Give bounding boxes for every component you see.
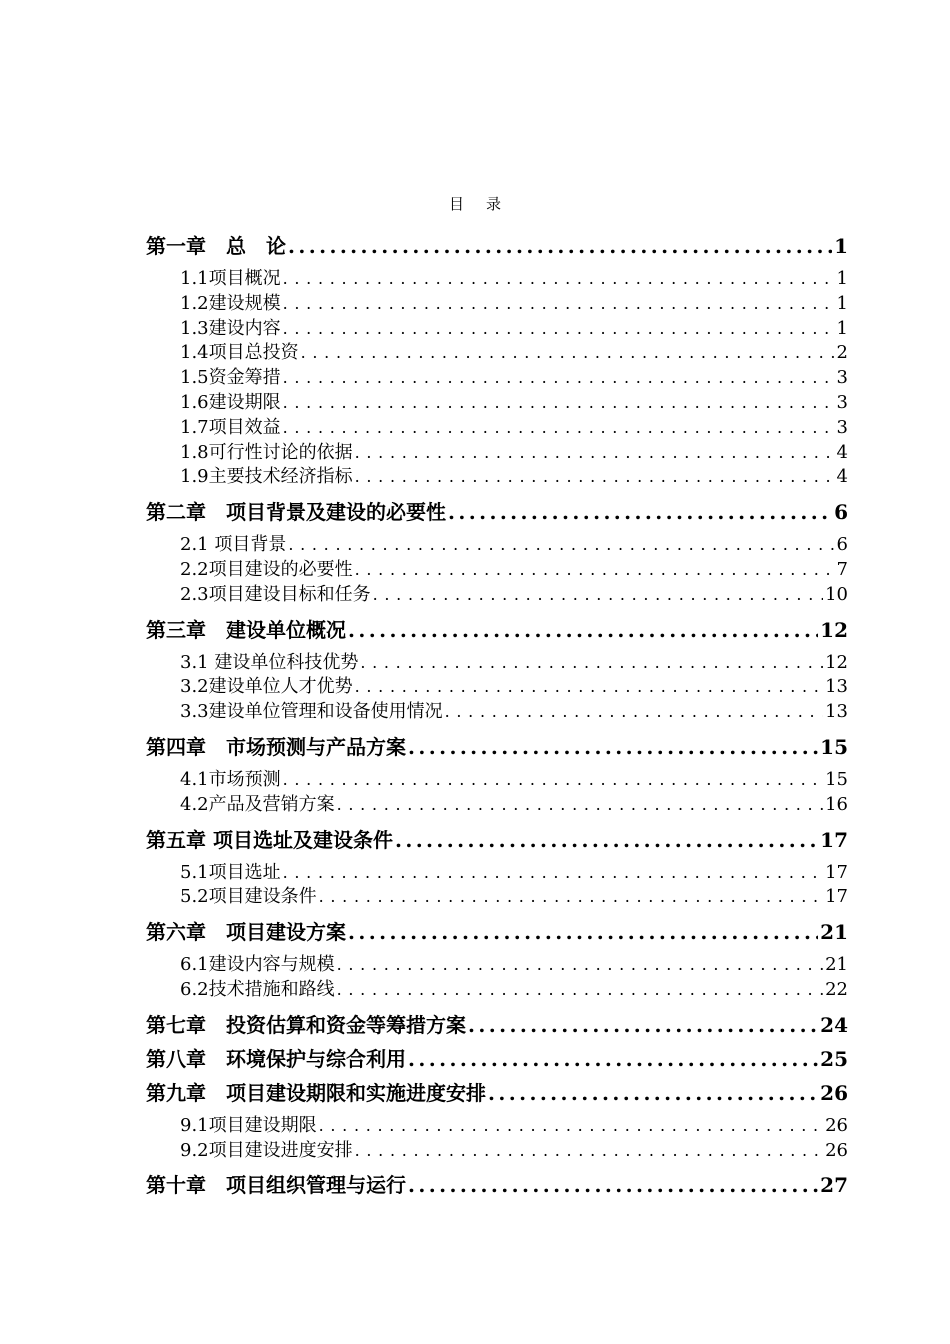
- toc-section-entry[interactable]: [146, 391, 848, 416]
- toc-section-entry[interactable]: [146, 416, 848, 441]
- toc-entry-label: 第七章 投资估算和资金等筹措方案: [146, 1012, 466, 1037]
- toc-dot-leader: [355, 441, 835, 466]
- toc-page-number: 15: [825, 768, 848, 790]
- toc-section-entry[interactable]: [146, 861, 848, 886]
- toc-section-entry[interactable]: [146, 267, 848, 292]
- toc-dot-leader: [283, 416, 835, 441]
- toc-page-number: 3: [836, 391, 848, 413]
- toc-section-entry[interactable]: [146, 885, 848, 910]
- toc-page-number: 4: [836, 466, 848, 488]
- toc-dot-leader: [445, 700, 823, 725]
- toc-dot-leader: [319, 885, 823, 910]
- toc-dot-leader: [355, 465, 835, 490]
- toc-page-number: 3: [836, 416, 848, 438]
- toc-page-number: 13: [825, 701, 848, 723]
- toc-dot-leader: [408, 735, 818, 759]
- toc-entry-label: 第六章 项目建设方案: [146, 920, 346, 945]
- toc-section-entry[interactable]: [146, 768, 848, 793]
- toc-entry-label: 1.8可行性讨论的依据: [180, 441, 353, 463]
- toc-entry-label: 1.5资金筹措: [180, 367, 281, 389]
- toc-chapter-entry[interactable]: [146, 500, 848, 524]
- toc-section-entry[interactable]: [146, 700, 848, 725]
- toc-entry-label: 1.2建设规模: [180, 292, 281, 314]
- toc-entry-label: 6.1建设内容与规模: [180, 954, 335, 976]
- toc-dot-leader: [288, 533, 834, 558]
- toc-entry-label: 2.1 项目背景: [180, 534, 287, 556]
- toc-section-entry[interactable]: [146, 793, 848, 818]
- toc-page-number: 26: [825, 1139, 848, 1161]
- toc-entry-label: 第十章 项目组织管理与运行: [146, 1173, 406, 1198]
- toc-entry-label: 9.1项目建设期限: [180, 1114, 317, 1136]
- toc-dot-leader: [288, 234, 832, 258]
- toc-page-number: 1: [836, 317, 848, 339]
- toc-section-entry[interactable]: [146, 465, 848, 490]
- toc-entry-label: 2.3项目建设目标和任务: [180, 583, 371, 605]
- toc-page-number: 17: [820, 827, 848, 852]
- toc-section-entry[interactable]: [146, 441, 848, 466]
- toc-page-number: 22: [825, 978, 848, 1000]
- toc-page-number: 6: [834, 500, 848, 525]
- toc-dot-leader: [348, 920, 818, 944]
- toc-entry-label: 1.1项目概况: [180, 268, 281, 289]
- toc-page-number: 17: [825, 861, 848, 883]
- toc-entry-label: 9.2项目建设进度安排: [180, 1139, 353, 1161]
- toc-section-entry[interactable]: [146, 651, 848, 676]
- toc-page-number: 24: [820, 1012, 848, 1037]
- toc-dot-leader: [355, 1139, 823, 1164]
- toc-page-number: 13: [825, 676, 848, 698]
- toc-dot-leader: [337, 978, 823, 1003]
- toc-entry-label: 第二章 项目背景及建设的必要性: [146, 500, 446, 525]
- toc-dot-leader: [283, 317, 835, 342]
- toc-entry-label: 3.3建设单位管理和设备使用情况: [180, 701, 443, 723]
- toc-dot-leader: [408, 1047, 818, 1071]
- toc-chapter-entry[interactable]: [146, 234, 848, 258]
- toc-chapter-entry[interactable]: [146, 1013, 848, 1037]
- toc-section-entry[interactable]: [146, 341, 848, 366]
- toc-title: [0, 193, 950, 214]
- toc-section-entry[interactable]: [146, 1139, 848, 1164]
- toc-page-number: 17: [825, 886, 848, 908]
- toc-entry-label: 第四章 市场预测与产品方案: [146, 734, 406, 759]
- toc-section-entry[interactable]: [146, 1114, 848, 1139]
- toc-dot-leader: [337, 793, 823, 818]
- toc-page-number: 1: [836, 268, 848, 289]
- toc-dot-leader: [355, 558, 835, 583]
- toc-dot-leader: [348, 618, 818, 642]
- toc-page-number: 15: [820, 734, 848, 759]
- toc-section-entry[interactable]: [146, 366, 848, 391]
- toc-dot-leader: [488, 1081, 818, 1105]
- toc-dot-leader: [360, 651, 823, 676]
- toc-page-number: 21: [825, 954, 848, 976]
- toc-entry-label: 1.6建设期限: [180, 391, 281, 413]
- toc-dot-leader: [301, 341, 835, 366]
- toc-chapter-entry[interactable]: [146, 828, 848, 852]
- toc-section-entry[interactable]: [146, 292, 848, 317]
- toc-page-number: 16: [825, 793, 848, 815]
- toc-chapter-entry[interactable]: [146, 920, 848, 944]
- toc-section-entry[interactable]: [146, 583, 848, 608]
- toc-entry-label: 3.1 建设单位科技优势: [180, 651, 359, 673]
- toc-section-entry[interactable]: [146, 978, 848, 1003]
- toc-dot-leader: [319, 1114, 823, 1139]
- toc-title-char-1: 目: [448, 195, 464, 213]
- toc-title-char-2: 录: [486, 195, 502, 213]
- toc-page-number: 25: [820, 1046, 848, 1071]
- toc-dot-leader: [283, 861, 823, 886]
- toc-chapter-entry[interactable]: [146, 1081, 848, 1105]
- toc-entry-label: 3.2建设单位人才优势: [180, 676, 353, 698]
- toc-page-number: 1: [836, 292, 848, 314]
- toc-entry-label: 第八章 环境保护与综合利用: [146, 1046, 406, 1071]
- toc-entry-label: 第五章 项目选址及建设条件: [146, 827, 393, 852]
- toc-entry-label: 5.1项目选址: [180, 861, 281, 883]
- toc-dot-leader: [395, 828, 818, 852]
- toc-entry-label: 4.2产品及营销方案: [180, 793, 335, 815]
- toc-page-number: 27: [820, 1173, 848, 1198]
- toc-entry-label: 第一章 总 论: [146, 234, 286, 258]
- toc-page-number: 12: [825, 651, 848, 673]
- toc-page-number: 7: [836, 558, 848, 580]
- toc-page-number: 21: [820, 920, 848, 945]
- toc-dot-leader: [468, 1013, 818, 1037]
- toc-section-entry[interactable]: [146, 558, 848, 583]
- toc-entry-label: 5.2项目建设条件: [180, 886, 317, 908]
- toc-dot-leader: [283, 267, 835, 292]
- toc-dot-leader: [283, 391, 835, 416]
- toc-dot-leader: [408, 1173, 818, 1197]
- toc-entry-label: 4.1市场预测: [180, 768, 281, 790]
- toc-page-number: 10: [825, 583, 848, 605]
- toc-section-entry[interactable]: [146, 533, 848, 558]
- toc-entry-label: 6.2技术措施和路线: [180, 978, 335, 1000]
- toc-section-entry[interactable]: [146, 675, 848, 700]
- toc-entry-label: 1.9主要技术经济指标: [180, 466, 353, 488]
- toc-page-number: 1: [834, 234, 848, 258]
- toc-page-number: 26: [825, 1114, 848, 1136]
- toc-chapter-entry[interactable]: [146, 735, 848, 759]
- table-of-contents: [146, 230, 848, 1206]
- toc-dot-leader: [448, 500, 832, 524]
- toc-entry-label: 1.4项目总投资: [180, 342, 299, 364]
- toc-page-number: 2: [836, 342, 848, 364]
- toc-section-entry[interactable]: [146, 317, 848, 342]
- toc-dot-leader: [355, 675, 823, 700]
- toc-dot-leader: [283, 768, 823, 793]
- toc-chapter-entry[interactable]: [146, 1173, 848, 1197]
- toc-entry-label: 第三章 建设单位概况: [146, 617, 346, 642]
- toc-dot-leader: [373, 583, 823, 608]
- toc-entry-label: 2.2项目建设的必要性: [180, 558, 353, 580]
- toc-page-number: 12: [820, 617, 848, 642]
- toc-dot-leader: [283, 292, 835, 317]
- toc-page-number: 6: [836, 534, 848, 556]
- toc-entry-label: 1.3建设内容: [180, 317, 281, 339]
- toc-dot-leader: [283, 366, 835, 391]
- toc-page-number: 3: [836, 367, 848, 389]
- toc-chapter-entry[interactable]: [146, 1047, 848, 1071]
- toc-section-entry[interactable]: [146, 953, 848, 978]
- toc-page-number: 4: [836, 441, 848, 463]
- toc-page-number: 26: [820, 1080, 848, 1105]
- toc-entry-label: 1.7项目效益: [180, 416, 281, 438]
- toc-chapter-entry[interactable]: [146, 618, 848, 642]
- toc-entry-label: 第九章 项目建设期限和实施进度安排: [146, 1080, 486, 1105]
- toc-dot-leader: [337, 953, 823, 978]
